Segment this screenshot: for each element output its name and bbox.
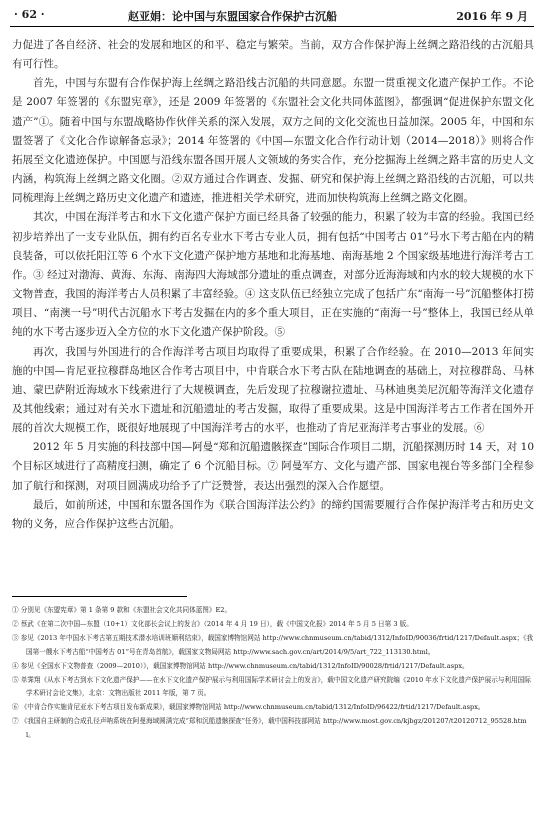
footnote: ⑦ 《我国自主研制的合成孔径声呐系统在阿曼海域圆满完成“郑和沉船遗骸探查”任务》，载中国科技部网站 http://www.most.gov.cn/kjbgz/201207/t20120712_95528.html。: [12, 717, 527, 740]
running-title: 赵亚娟：论中国与东盟国家合作保护古沉船: [128, 10, 337, 23]
footnote-divider: [12, 596, 187, 597]
paragraph: 最后，如前所述，中国和东盟各国作为《联合国海洋法公约》的缔约国需要履行合作保护海洋考古和历史文物的义务，应合作保护这些古沉船。: [12, 498, 534, 530]
footnotes: [12, 604, 534, 743]
paragraph: 再次，我国与外国进行的合作海洋考古项目均取得了重要成果，积累了合作经验。在 2010—2013 年间实施的中国—肯尼亚拉穆群岛地区合作考古项目中，中肯联合水下考古队在陆地调查的基础上，对拉穆群岛、马林迪、蒙巴萨附近海域水下线索进行了大规模调查，先后发现了拉穆谢拉遗址、马林迪奥美尼沉船等海洋文化遗存及其他线索；通过对有关水下遗址和沉船遗址的考古发掘，取得了重要成果。这是中国海洋考古工作者在国外开展的首次大规模工作，既很好地展现了中国海洋考古的水平，也推动了肯尼亚海洋考古事业的发展。⑥: [12, 345, 534, 435]
footnote: ① 分别见《东盟宪章》第 1 条第 9 款和《东盟社会文化共同体蓝图》E2。: [12, 606, 232, 614]
footnote: ④ 参见《全国水下文物普查（2009—2010）》，载国家博物馆网站 http://www.chnmuseum.cn/tabid/1312/InfoID/90028/frtid/1217/Default.aspx。: [12, 661, 469, 670]
paragraph: 首先，中国与东盟有合作保护海上丝绸之路沿线古沉船的共同意愿。东盟一贯重视文化遗产保护工作。不论是 2007 年签署的《东盟宪章》，还是 2009 年签署的《东盟社会文化共同体蓝图》，都强调“促进保护东盟文化遗产”①。随着中国与东盟战略协作伙伴关系的深入发展，双方之间的文化交流也日益加深。2005 年，中国和东盟签署了《文化合作谅解备忘录》；2014 年签署的《中国—东盟文化合作行动计划（2014—2018）》则将合作拓展至文化遗迹保护。中国愿与沿线东盟各国开展人文领域的务实合作，充分挖掘海上丝绸之路丰富的历史人文内涵，构筑海上丝绸之路文化圈。②双方通过合作调查、发掘、研究和保护海上丝绸之路沿线的古沉船，可以共同梳理海上丝绸之路历史文化遗产和遗迹，推进相关学术研究，进而加快构筑海上丝绸之路文化圈。: [12, 77, 534, 205]
footnote: ⑥ 《中肯合作实施肯尼亚水下考古项目发布新成果》，载国家博物馆网站 http://www.chnmuseum.cn/tabid/1312/InfoID/96422/frtid/1217/Default.aspx。: [12, 703, 485, 712]
footnote: ② 蔡武《在第二次中国—东盟（10+1）文化部长会议上的发言》（2014 年 4 月 19 日），载《中国文化报》2014 年 5 月 5 日第 3 版。: [12, 619, 413, 628]
paragraph: 力促进了各自经济、社会的发展和地区的和平、稳定与繁荣。当前，双方合作保护海上丝绸之路沿线的古沉船具有可行性。: [12, 39, 534, 71]
issue-date: 2016 年 9 月: [456, 10, 528, 23]
page-number: · 62 ·: [14, 8, 45, 21]
paragraph: 其次，中国在海洋考古和水下文化遗产保护方面已经具备了较强的能力，积累了较为丰富的经验。我国已经初步培养出了一支专业队伍，拥有约百名专业水下考古专业人员，拥有包括“中国考古 01”号水下考古船在内的精良装备，可以依托阳江等 6 个水下文化遗产保护地方基地和北海基地、南海基地 2 个国家级基地进行海洋考古工作。③ 经过对渤海、黄海、东海、南海四大海域部分遗址的重点调查，对部分近海海域和内水的较大规模的水下文物普查，我国的海洋考古人员积累了丰富经验。④ 这支队伍已经独立完成了包括广东“南海一号”沉船整体打捞项目、“南澳一号”明代古沉船水下考古发掘在内的多个重大项目，正在实施的“南海一号”整体上，我国已经从单纯的水下考古逐步迈入全方位的水下文化遗产保护阶段。⑤: [12, 211, 534, 339]
footnote: ⑤ 单霁翔《从水下考古到水下文化遗产保护——在水下文化遗产保护展示与利用国际学术研讨会上的发言》，载中国文化遗产研究院编《2010 年水下文化遗产保护展示与利用国际学术研讨会论文集》，北京：文物出版社 2011 年版，第 7 页。: [12, 675, 531, 698]
paragraph: 2012 年 5 月实施的科技部中国—阿曼“郑和沉船遗骸探查”国际合作项目二期，沉船探测历时 14 天，对 10 个目标区域进行了高精度扫测，确定了 6 个沉船目标。⑦ 阿曼军方、文化与遗产部、国家电视台等多部门全程参加了航行和探测，对项目圆满成功给予了广泛赞誉，表达出强烈的深入合作愿望。: [12, 441, 534, 492]
footnote: ③ 参见《2013 年中国水下考古第五期技术潜水培训班顺利结束》，载国家博物馆网站 http://www.chnmuseum.cn/tabid/1312/InfoID/90036/frtid/1217/Default.aspx；《我国第一艘水下考古船“中国考古 01”号在青岛首航》，载国家文物局网站 http://www.sach.gov.cn/art/2014/9/5/art_722_113130.html。: [12, 633, 534, 656]
page-header: [10, 2, 534, 27]
article-body: [12, 36, 534, 534]
